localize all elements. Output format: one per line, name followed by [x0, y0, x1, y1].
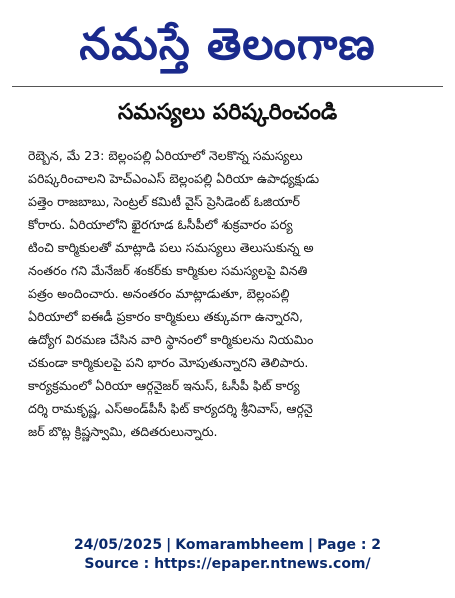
article-line: కార్యక్రమంలో ఏరియా ఆర్గనైజర్ ఇనుస్, ఓసీపీ ఫిట్ కార్య [28, 378, 300, 393]
article-body [28, 144, 428, 508]
article-line: కోరారు. ఏరియాలోని ఖైరగూడ ఓసీపీలో శుక్రవారం పర్య [28, 217, 293, 232]
footer-separator: | [166, 537, 172, 553]
article-line: ఏరియాలో ఐఈడీ ప్రకారం కార్మికులు తక్కువగా ఉన్నారని, [28, 309, 303, 324]
article-line: రెబ్బెన, మే 23: బెల్లంపల్లి ఏరియాలో నెలకొన్న సమస్యలు [28, 148, 303, 163]
article-line: పత్తెం రాజబాబు, సెంట్రల్ కమిటీ వైస్ ప్రెసిడెంట్ ఓజియార్ [28, 194, 300, 209]
article-line: జర్ బొట్ల క్రిష్ణస్వామి, తదితరులున్నారు. [28, 424, 218, 439]
article-line: పరిష్కరించాలని హెచ్‌ఎంఎస్ బెల్లంపల్లి ఏరియా ఉపాధ్యక్షుడు [28, 171, 320, 186]
article-line: టించి కార్మికులతో మాట్లాడి పలు సమస్యలు తెలుసుకున్న అ [28, 240, 314, 255]
article-line: ఉద్యోగ విరమణ చేసిన వారి స్థానంలో కార్మికులను నియమిం [28, 332, 314, 347]
article-line: దర్శి రామకృష్ణ, ఎస్అండ్‌పీసీ ఫిట్ కార్యదర్శి శ్రీనివాస్, ఆర్గనై [28, 401, 313, 416]
clipping-footer [0, 536, 455, 574]
footer-date: 24/05/2025 [73, 537, 163, 553]
newspaper-masthead [14, 8, 441, 82]
article-headline: సమస్యలు పరిష్కరించండి [117, 100, 338, 125]
footer-page: Page : 2 [317, 537, 382, 553]
masthead-logo-text: నమస్తే తెలంగాణ [79, 19, 376, 70]
masthead-divider [12, 86, 443, 87]
article-line: చకుండా కార్మికులపై పని భారం మోపుతున్నారని తెలిపారు. [28, 355, 309, 370]
footer-meta-line [0, 536, 455, 555]
article-line: నంతరం గని మేనేజర్ శంకర్‌కు కార్మికుల సమస్యలపై వినతి [28, 263, 308, 278]
article-line: పత్రం అందించారు. అనంతరం మాట్లాడుతూ, బెల్లంపల్లి [28, 286, 290, 301]
footer-separator: | [307, 537, 314, 553]
footer-edition: Komarambheem [175, 537, 304, 553]
footer-source: Source : https://epaper.ntnews.com/ [84, 556, 371, 572]
